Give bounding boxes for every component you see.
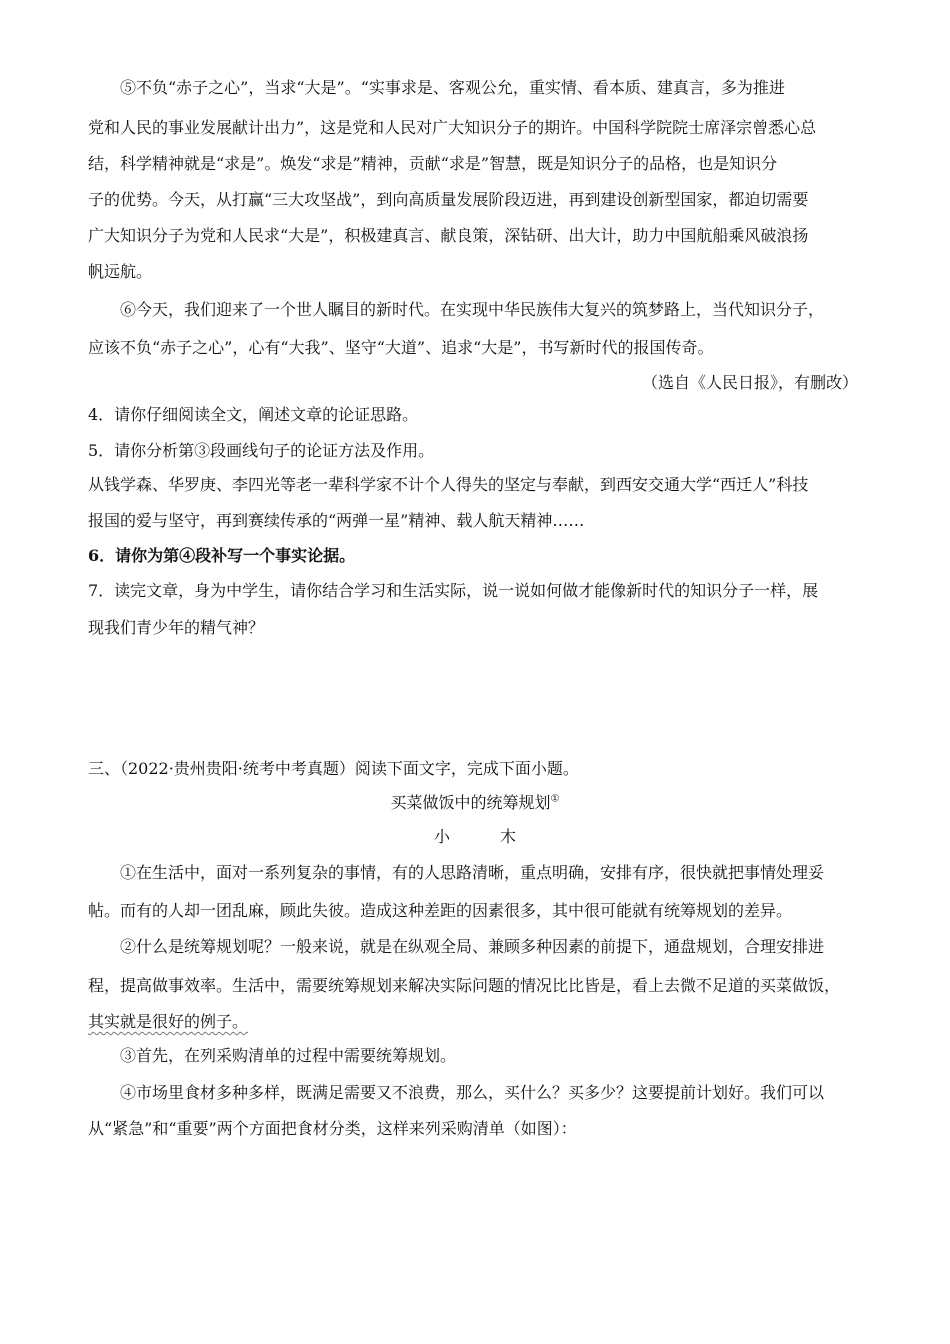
article-p2-line3	[88, 1012, 248, 1032]
question-5: 5．请你分析第③段画线句子的论证方法及作用。	[88, 441, 435, 460]
passage2-p5-line2: 党和人民的事业发展献计出力”，这是党和人民对广大知识分子的期许。中国科学院院士席泽宗曾悉心总	[88, 118, 817, 137]
article-p2-line2: 程，提高做事效率。生活中，需要统筹规划来解决实际问题的情况比比皆是，看上去微不足道的买菜做饭，	[88, 976, 841, 995]
underlined-sentence: 其实就是很好的例子。	[88, 1012, 249, 1031]
article-p3: ③首先，在列采购清单的过程中需要统筹规划。	[120, 1046, 457, 1065]
question-7-line1: 7．读完文章，身为中学生，请你结合学习和生活实际，说一说如何做才能像新时代的知识分子一样，展	[88, 581, 819, 600]
article-p2-line1: ②什么是统筹规划呢？一般来说，就是在纵观全局、兼顾多种因素的前提下，通盘规划，合理安排进	[120, 937, 825, 956]
passage2-p5-line5: 广大知识分子为党和人民求“大是”，积极建真言、献良策，深钻研、出大计，助力中国航船乘风破浪扬	[88, 226, 809, 245]
passage2-p5-line3: 结，科学精神就是“求是”。焕发“求是”精神，贡献“求是”智慧，既是知识分子的品格，也是知识分	[88, 154, 778, 173]
question-6: 6．请你为第④段补写一个事实论据。	[88, 546, 356, 565]
article-p1-line1: ①在生活中，面对一系列复杂的事情，有的人思路清晰，重点明确，安排有序，很快就把事情处理妥	[120, 863, 825, 882]
passage2-p5-line4: 子的优势。今天，从打赢“三大攻坚战”，到向高质量发展阶段迈进，再到建设创新型国家，都迫切需要	[88, 190, 809, 209]
reference-line2: 报国的爱与坚守，再到赛续传承的“两弹一星”精神、载人航天精神……	[88, 511, 585, 530]
article-p4-line2: 从“紧急”和“重要”两个方面把食材分类，这样来列采购清单（如图）：	[88, 1119, 577, 1138]
passage2-p6-line2: 应该不负“赤子之心”，心有“大我”、坚守“大道”、追求“大是”，书写新时代的报国传奇。	[88, 338, 714, 357]
source-citation: （选自《人民日报》，有删改）	[641, 373, 858, 392]
author-char-2: 木	[500, 827, 517, 846]
passage2-p6-line1: ⑥今天，我们迎来了一个世人瞩目的新时代。在实现中华民族伟大复兴的筑梦路上，当代知识分子，	[120, 300, 825, 319]
passage2-p5-line1: ⑤不负“赤子之心”，当求“大是”。“实事求是、客观公允，重实情、看本质、建真言，多为推进	[120, 78, 785, 97]
article-title	[0, 793, 950, 813]
reference-line1: 从钱学森、华罗庚、李四光等老一辈科学家不计个人得失的坚定与奉献，到西安交通大学“西迁人”科技	[88, 475, 809, 494]
author-char-1: 小	[433, 827, 450, 846]
passage2-p5-line6: 帆远航。	[88, 262, 153, 281]
section3-heading: 三、（2022·贵州贵阳·统考中考真题）阅读下面文字，完成下面小题。	[88, 759, 579, 778]
article-p1-line2: 帖。而有的人却一团乱麻，顾此失彼。造成这种差距的因素很多，其中很可能就有统筹规划的差异。	[88, 901, 793, 920]
title-footnote-marker: ①	[550, 793, 560, 805]
question-4: 4．请你仔细阅读全文，阐述文章的论证思路。	[88, 405, 419, 424]
article-title-text: 买菜做饭中的统筹规划	[390, 793, 551, 812]
article-author	[0, 827, 950, 847]
article-p4-line1: ④市场里食材多种多样，既满足需要又不浪费，那么，买什么？买多少？这要提前计划好。我们可以	[120, 1083, 825, 1102]
question-7-line2: 现我们青少年的精气神？	[88, 618, 265, 637]
